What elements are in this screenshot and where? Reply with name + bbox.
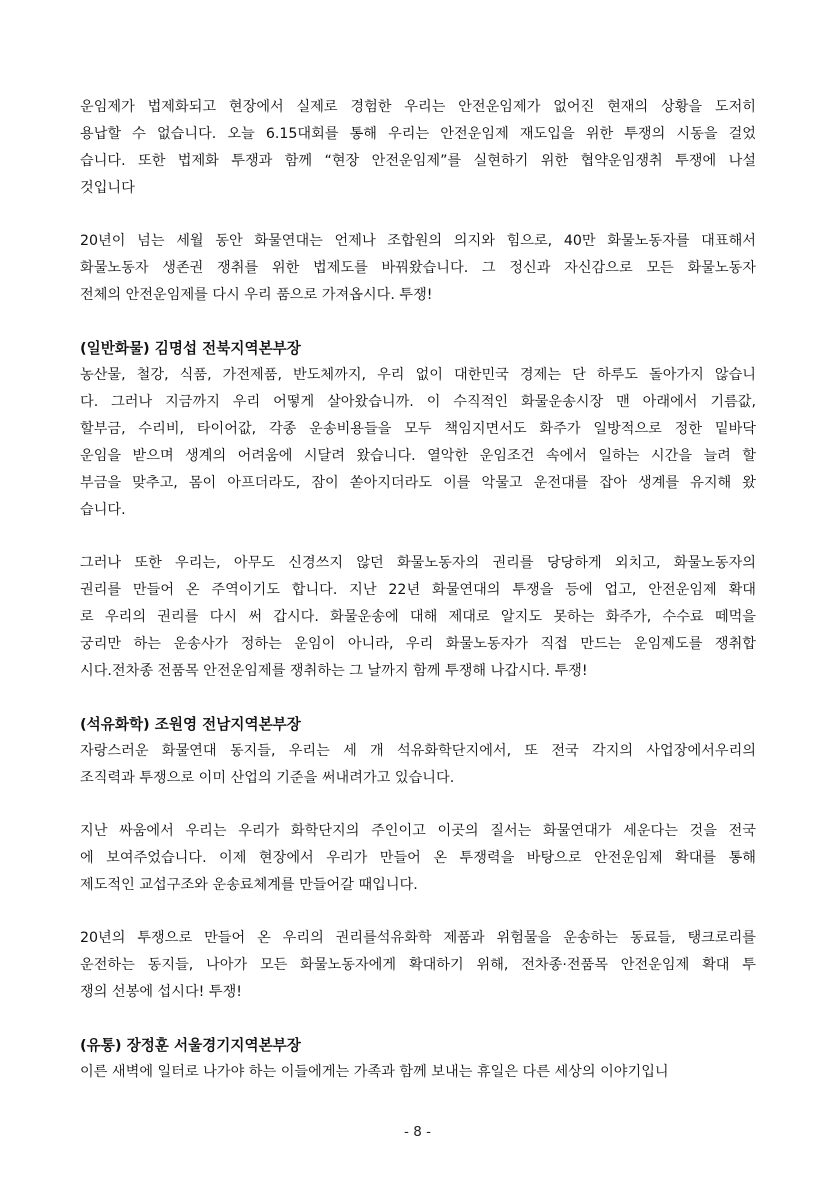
paragraph-gap — [80, 792, 756, 818]
text-line: 이른 새벽에 일터로 나가야 하는 이들에게는 가족과 함께 보내는 휴일은 다른 세상의 이야기입니 — [80, 1064, 669, 1080]
text-line: 운전하는 동지들, 나아가 모든 화물노동자에게 확대하기 위해, 전차종·전품목 안전운임제 확대 투 — [80, 957, 756, 973]
text-line: 운임을 받으며 생계의 어려움에 시달려 왔습니다. 열악한 운임조건 속에서 일하는 시간을 늘려 할 — [80, 448, 756, 464]
section-heading: (유통) 장정훈 서울경기지역본부장 — [80, 1037, 301, 1054]
text-line: 다. 그러나 지금까지 우리 어떻게 살아왔습니까. 이 수직적인 화물운송시장 맨 아래에서 기름값, — [80, 394, 756, 410]
paragraph — [80, 362, 756, 524]
section-heading: (석유화학) 조원영 전남지역본부장 — [80, 716, 301, 733]
paragraph-gap — [80, 202, 756, 228]
text-line: 화물노동자 생존권 쟁취를 위한 법제도를 바꿔왔습니다. 그 정신과 자신감으로 모든 화물노동자 — [80, 260, 756, 276]
text-line: 궁리만 하는 운송사가 정하는 운임이 아니라, 우리 화물노동자가 직접 만드는 운임제도를 쟁취합 — [80, 636, 756, 652]
paragraph — [80, 1059, 756, 1086]
paragraph — [80, 94, 756, 202]
text-line: 권리를 만들어 온 주역이기도 합니다. 지난 22년 화물연대의 투쟁을 등에 업고, 안전운임제 확대 — [80, 582, 756, 598]
paragraph — [80, 228, 756, 309]
section-heading: (일반화물) 김명섭 전북지역본부장 — [80, 340, 301, 357]
paragraph-gap — [80, 1006, 756, 1032]
text-line: 로 우리의 권리를 다시 써 갑시다. 화물운송에 대해 제대로 알지도 못하는 화주가, 수수료 떼먹을 — [80, 609, 756, 625]
text-line: 지난 싸움에서 우리는 우리가 화학단지의 주인이고 이곳의 질서는 화물연대가 세운다는 것을 전국 — [80, 823, 756, 839]
document-body — [80, 94, 756, 1086]
text-line: 조직력과 투쟁으로 이미 산업의 기준을 써내려가고 있습니다. — [80, 770, 455, 786]
text-line: 농산물, 철강, 식품, 가전제품, 반도체까지, 우리 없이 대한민국 경제는 단 하루도 돌아가지 않습니 — [80, 367, 756, 383]
text-line: 시다.전차종 전품목 안전운임제를 쟁취하는 그 날까지 함께 투쟁해 나갑시다. 투쟁! — [80, 663, 588, 679]
text-line: 그러나 또한 우리는, 아무도 신경쓰지 않던 화물노동자의 권리를 당당하게 외치고, 화물노동자의 — [80, 555, 756, 571]
text-line: 제도적인 교섭구조와 운송료체계를 만들어갈 때입니다. — [80, 877, 418, 893]
text-line: 전체의 안전운임제를 다시 우리 품으로 가져옵시다. 투쟁! — [80, 287, 433, 303]
text-line: 습니다. 또한 법제화 투쟁과 함께 “현장 안전운임제”를 실현하기 위한 협약운임쟁취 투쟁에 나설 — [80, 153, 756, 169]
text-line: 자랑스러운 화물연대 동지들, 우리는 세 개 석유화학단지에서, 또 전국 각지의 사업장에서우리의 — [80, 743, 756, 759]
text-line: 것입니다 — [80, 180, 135, 196]
text-line: 쟁의 선봉에 섭시다! 투쟁! — [80, 984, 242, 1000]
paragraph-gap — [80, 309, 756, 335]
text-line: 할부금, 수리비, 타이어값, 각종 운송비용들을 모두 책임지면서도 화주가 일방적으로 정한 밑바닥 — [80, 421, 756, 437]
paragraph-gap — [80, 899, 756, 925]
paragraph-gap — [80, 685, 756, 711]
text-line: 20년이 넘는 세월 동안 화물연대는 언제나 조합원의 의지와 힘으로, 40만 화물노동자를 대표해서 — [80, 233, 756, 249]
paragraph — [80, 550, 756, 685]
page-number: - 8 - — [404, 1124, 431, 1140]
paragraph — [80, 925, 756, 1006]
text-line: 에 보여주었습니다. 이제 현장에서 우리가 만들어 온 투쟁력을 바탕으로 안전운임제 확대를 통해 — [80, 850, 756, 866]
text-line: 20년의 투쟁으로 만들어 온 우리의 권리를석유화학 제품과 위험물을 운송하는 동료들, 탱크로리를 — [80, 930, 756, 946]
text-line: 부금을 맞추고, 몸이 아프더라도, 잠이 쏟아지더라도 이를 악물고 운전대를 잡아 생계를 유지해 왔 — [80, 475, 756, 491]
text-line: 용납할 수 없습니다. 오늘 6.15대회를 통해 우리는 안전운임제 재도입을 위한 투쟁의 시동을 걸었 — [80, 126, 756, 142]
paragraph — [80, 738, 756, 792]
paragraph-gap — [80, 524, 756, 550]
text-line: 운임제가 법제화되고 현장에서 실제로 경험한 우리는 안전운임제가 없어진 현재의 상황을 도저히 — [80, 99, 756, 115]
text-line: 습니다. — [80, 502, 126, 518]
paragraph — [80, 818, 756, 899]
